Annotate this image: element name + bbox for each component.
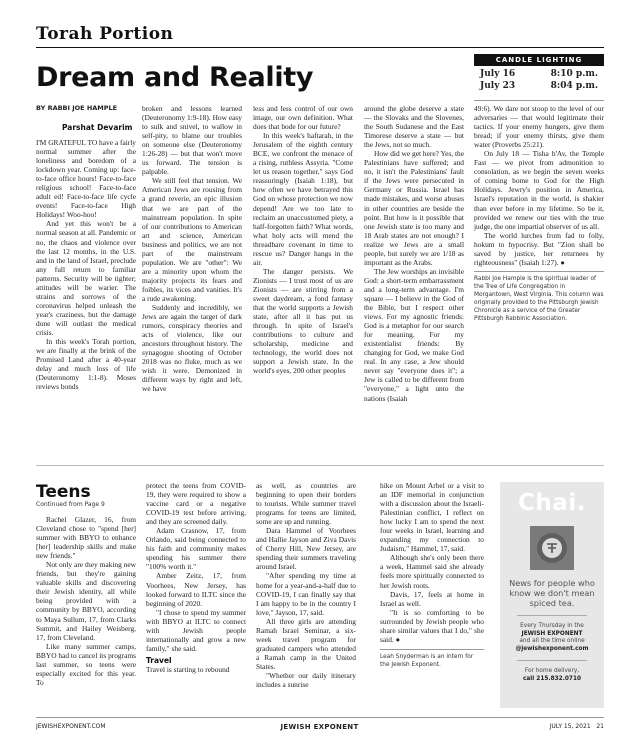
section-title: Torah Portion (36, 24, 174, 44)
paragraph: "After spending my time at home for a year-and-a-half due to COVID-19, I can finally say that I am happy to be in the country I love," Jayson, 17, said. (256, 571, 356, 617)
chai-logo: Chai. (518, 490, 586, 516)
ad-line-2: and all the time online (519, 638, 585, 645)
author-bio (380, 649, 484, 669)
paragraph: I'M GRATEFUL TO have a fairly normal summer after the loneliness and boredom of a lockdown year. Coming up: face-to-face office hours! Face-to-face religious school! Face-to-face adult ed! Face-to-face life cycle events! Face-to-face High Holidays! Woo-hoo! (36, 138, 136, 220)
teens-column-4 (380, 481, 484, 669)
ad-tagline: News for people who know we don't mean spiced tea. (509, 578, 595, 608)
paragraph: "I chose to spend my summer with BBYO at ILTC to connect with Jewish people internationally and grow a new family," she said. (146, 607, 246, 653)
ad-delivery (500, 668, 604, 683)
footer-date-page: JULY 15, 2021 21 (549, 723, 604, 730)
article-column-2 (142, 104, 242, 394)
candle-lighting-box (474, 54, 604, 96)
paragraph: We still feel that tension. We American Jews are rousing from a grand reverie, an epic illusion that we are part of the mainstream population. In spite of our contributions to American art and science, American business and politics, we are not part of the mainstream population. We are "other": We are a minority upon whom the majority projects its fears and foibles, its vices and vanities. It's a rude awakening. (142, 176, 242, 303)
candle-time: 8:04 p.m. (550, 81, 598, 91)
paragraph: Although she's only been there a week, Hammel said she already feels more spiritually connected to her Jewish roots. (380, 553, 484, 590)
paragraph: as well, as countries are beginning to open their borders to tourists. While summer travel programs for teens are limited, some are up and running. (256, 481, 356, 527)
paragraph: Not only are they making new friends, but they're gaining valuable skills and discovering their Jewish identity, all while being provided with a community by BBYO, according to Maya Sullum, 17, from Clarks Summit, and Hailey Weisberg, 17, from Cleveland. (36, 560, 136, 642)
teens-column-3 (256, 481, 356, 689)
candle-lighting-header: CANDLE LIGHTING (474, 54, 604, 66)
article-column-3 (253, 104, 353, 375)
paragraph: less and less control of our own image, our own definition. What does that bode for our future? (253, 104, 353, 132)
paragraph: 49:6). We dare not stoop to the level of our adversaries — that would legitimate their tactics. If your enemy hungers, give them bread; if your enemy thirsts, give them water (Proverbs 25:21). (474, 104, 604, 150)
paragraph: And yet this won't be a normal season at all. Pandemic or no, the chaos and violence over the last 12 months, in the U.S. and in the land of Israel, preclude any full return to familiar patterns. Security will be tighter; attitudes will be warier. The strains and sorrows of the coronavirus helped unleash the year's craziness, but the damage done will outlast the medical crisis. (36, 219, 136, 337)
article-column-4 (364, 104, 464, 403)
paragraph: "Whether our daily itinerary includes a sunrise (256, 670, 356, 690)
paragraph: All three girls are attending Ramah Israel Seminar, a six-week travel program for graduated campers who attended a Ramah camp in the United States. (256, 616, 356, 671)
continued-note: Continued from Page 9 (36, 501, 105, 508)
paragraph: The Jew worships an invisible God: a short-term embarrassment and a long-term advantage. I'm square — I believe in the God of the Bible, but I respect other views. For my agnostic friends: God is a metaphor for our search for meaning. For my existentialist friends: By changing for God, we make God real. In any case, a Jew should never say "everyone does it"; a Jew is called to be different from "everyone," a light unto the nations (Isaiah (364, 266, 464, 403)
paragraph: In this week's Torah portion, we are finally at the brink of the Promised Land after a 40-year delay and much loss of life (Deuteronomy 1:1-8). Moses reviews bonds (36, 337, 136, 392)
paragraph: How did we get here? Yes, the Palestinians have suffered; and no, it isn't the Palestinians' fault if the Jews were persecuted in Germany or Russia. Israel has made mistakes, and worse abuses in other countries are beside the point. But how is it possible that one Jewish state is too many and 18 Arab states are not enough? I realize we Jews are a small people, but surely we are 1/18 as important as the Arabs. (364, 149, 464, 267)
teens-column-2 (146, 481, 246, 674)
paragraph: broken and lessons learned (Deuteronomy 1:9-18). How easy to sulk and snivel, to wallow in self-pity, to blame our troubles on someone else (Deuteronomy 1:26-28) — but that won't move us forward. The tension is palpable. (142, 104, 242, 177)
paragraph: The danger persists. We Zionists — I trust most of us are Zionists — are stirring from a sweet daydream, a fond fantasy that the world supports a Jewish state, after all it has put us through. In spite of Israel's contributions to culture and scholarship, medicine and technology, the world does not support a Jewish state. In the world's eyes, 200 other peoples (253, 266, 353, 376)
divider (474, 100, 604, 101)
section-header (36, 24, 604, 48)
article-column-1 (36, 138, 136, 391)
candle-date: July 16 (480, 69, 516, 79)
paragraph: The world lurches from fad to folly, hokum to hypocrisy. But "Zion shall be saved by justice, her returnees by righteousness" (Isaiah 1:27). ● (474, 230, 604, 267)
teacup-icon (530, 526, 574, 570)
ad-brand: JEWISH EXPONENT (521, 630, 583, 637)
paragraph: "It is so comforting to be surrounded by Jewish people who share similar values that I do," she said. ● (380, 607, 484, 644)
paragraph: Davis, 17, feels at home in Israel as well. (380, 589, 484, 608)
parsha-title: Parshat Devarim (62, 123, 133, 132)
paragraph: Rachel Glazer, 16, from Cleveland chose to "spend [her] summer with BBYO to enhance [her] leadership skills and make new friends." (36, 515, 136, 561)
article-column-5 (474, 104, 604, 323)
candle-time: 8:10 p.m. (550, 69, 598, 79)
ad-line-1: Every Thursday in the (520, 623, 584, 629)
divider (36, 717, 604, 718)
paragraph: In this week's haftarah, in the Jerusalem of the eighth century BCE, we confront the menace of a rising, ruthless Assyria. "Come let us reason together," says God reassuringly (Isaiah 1:18), but how often we have betrayed this God on whose protection we now depend! Are we too late to reclaim an unaccustomed piety, a half-forgotten faith? What words, what holy acts will mend the threadbare covenant in time to rescue us? Danger hangs in the air. (253, 131, 353, 267)
teens-headline: Teens (36, 482, 91, 502)
paragraph: Adam Crasnow, 17, from Orlando, said being connected to his faith and community makes spending his summer there "100% worth it." (146, 526, 246, 572)
divider (36, 465, 604, 466)
paragraph: Like many summer camps, BBYO had to cancel its programs last summer, so teens were especially excited for this year. To (36, 641, 136, 687)
ad-info (500, 623, 604, 653)
ad-delivery-text: For home delivery, (524, 668, 580, 675)
footer-website: JEWISHEXPONENT.COM (36, 723, 106, 730)
divider (517, 615, 587, 616)
footer-publication: JEWISH EXPONENT (280, 723, 359, 731)
candle-date: July 23 (480, 81, 516, 91)
ad-site-link[interactable]: @jewishexponent.com (515, 645, 589, 652)
paragraph: protect the teens from COVID-19, they were required to show a vaccine card or a negative COVID-19 test before arriving, and they are screened daily. (146, 481, 246, 527)
divider (517, 660, 587, 661)
travel-subhead: Travel (146, 655, 172, 665)
author-bio-text: Leah Snyderman is an intern for the Jewish Exponent. (380, 653, 474, 668)
paragraph: Travel is starting to rebound (146, 664, 230, 674)
article-headline: Dream and Reality (36, 62, 314, 93)
teens-column-1 (36, 515, 136, 687)
paragraph: Amber Zeitz, 17, from Voorhees, New Jersey, has looked forward to ILTC since the beginning of 2020. (146, 571, 246, 608)
byline: BY RABBI JOE HAMPLE (36, 104, 118, 112)
author-bio (474, 271, 604, 323)
paragraph: Suddenly and incredibly, we Jews are again the target of dark rumors, conspiracy theories and acts of violence, like our ancestors throughout history. The synagogue shooting of October 2018 was no fluke, much as we wish it were. Demonized in different ways by right and left, we have (142, 303, 242, 394)
paragraph: hike on Mount Arbel or a visit to an IDF memorial in conjunction with a discussion about the Israeli-Palestinian conflict, I reflect on how lucky I am to spend the next four weeks in Israel, learning and expanding my connection to Judaism," Hammel, 17, said. (380, 481, 484, 554)
chai-advertisement[interactable] (500, 482, 604, 708)
author-bio-text: Rabbi Joe Hample is the spiritual leader of the Tree of Life Congregation in Morgantown, West Virginia. This column was originally provided to the Pittsburgh Jewish Chronicle as a service of the Greater Pittsburgh Rabbinic Association. (474, 275, 604, 322)
candle-row (474, 80, 604, 92)
ad-phone[interactable]: call 215.832.0710 (522, 675, 582, 682)
candle-row (474, 68, 604, 80)
paragraph: On July 18 — Tisha b'Av, the Temple Fast — we pivot from admonition to consolation, as we begin the seven weeks of coming home to God for the High Holidays. Jewry's position in America, Israel's reputation in the world, is shakier than ever before in my lifetime. So be it, provided we renew our ties with the true judge, the one impartial observer of us all. (474, 149, 604, 231)
paragraph: around the globe deserve a state — the Slovaks and the Slovenes, the South Sudanese and the East Timorese deserve a state — but the Jews, not so much. (364, 104, 464, 150)
paragraph: Dara Hammel of Voorhees and Hallie Jayson and Ziva Davis of Cherry Hill, New Jersey, are spending their summers traveling around Israel. (256, 526, 356, 572)
